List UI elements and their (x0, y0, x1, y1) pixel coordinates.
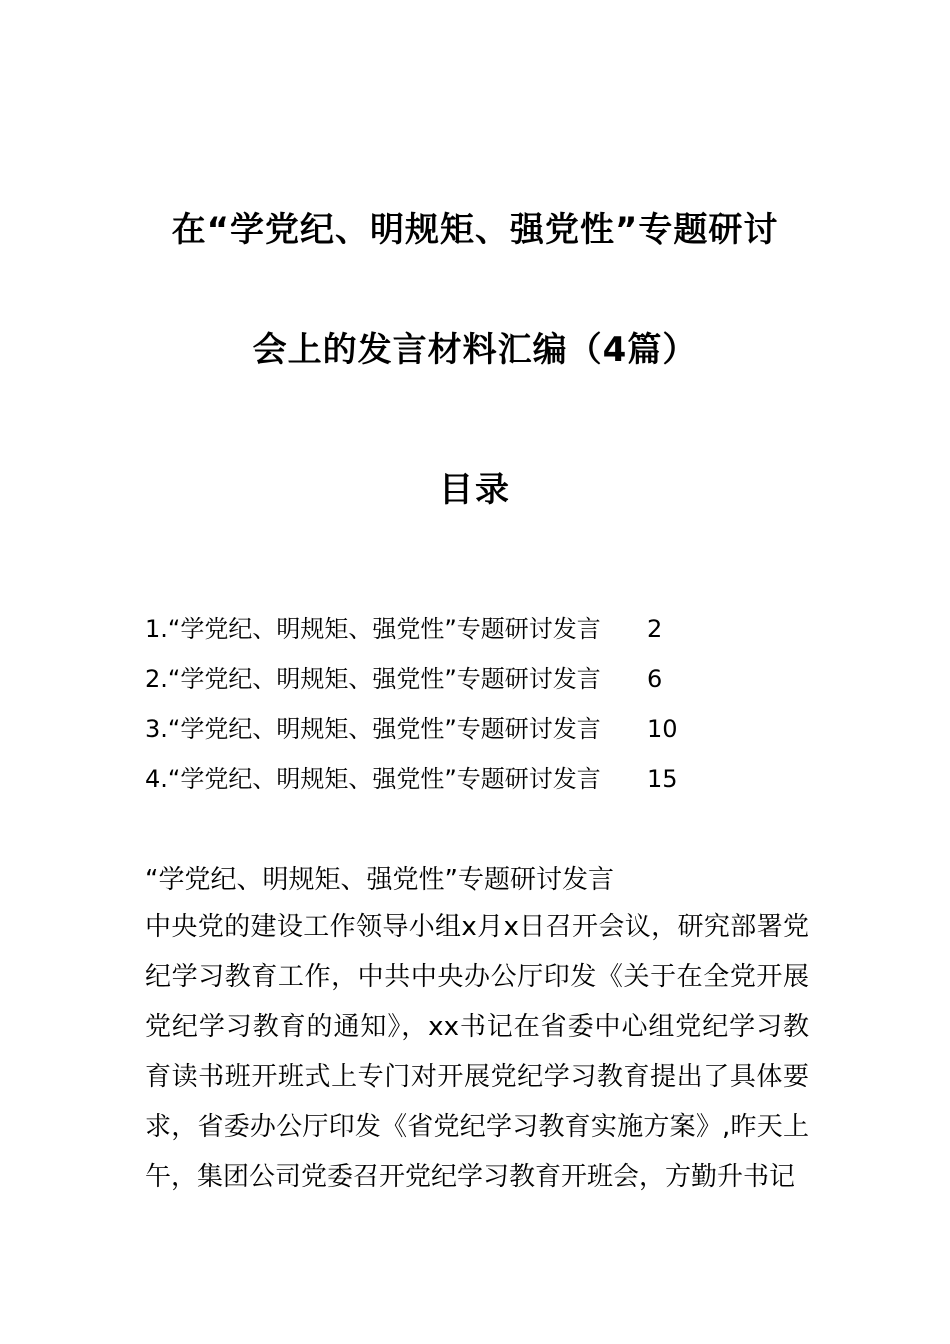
toc-entry-2 (145, 664, 745, 714)
document-title-line-2: 会上的发言材料汇编（4篇） (252, 330, 698, 370)
section-body (145, 860, 809, 1202)
toc-entry-title: 2.“学党纪、明规矩、强党性”专题研讨发言 (145, 665, 601, 693)
toc-entry-page-number: 15 (647, 765, 678, 793)
section-heading: “学党纪、明规矩、强党性”专题研讨发言 (145, 865, 614, 895)
section-paragraph: 中央党的建设工作领导小组x月x日召开会议，研究部署党纪学习教育工作，中共中央办公厅印发《关于在全党开展党纪学习教育的通知》，xx书记在省委中心组党纪学习教育读书班开班式上专门对开展党纪学习教育提出了具体要求，省委办公厅印发《省党纪学习教育实施方案》,昨天上午，集团公司党委召开党纪学习教育开班会，方勤升书记 (145, 912, 809, 1192)
toc-entry-3 (145, 714, 745, 764)
toc-entry-title: 3.“学党纪、明规矩、强党性”专题研讨发言 (145, 715, 601, 743)
toc-entry-4 (145, 764, 745, 814)
toc-entry-page-number: 10 (647, 715, 678, 743)
toc-entry-title: 4.“学党纪、明规矩、强党性”专题研讨发言 (145, 765, 601, 793)
table-of-contents (145, 614, 745, 814)
toc-entry-page-number: 2 (647, 615, 663, 643)
toc-entry-page-number: 6 (647, 665, 663, 693)
toc-entry-1 (145, 614, 745, 664)
document-title-line-1: 在“学党纪、明规矩、强党性”专题研讨 (171, 210, 779, 250)
toc-heading: 目录 (439, 470, 511, 510)
toc-entry-title: 1.“学党纪、明规矩、强党性”专题研讨发言 (145, 615, 601, 643)
